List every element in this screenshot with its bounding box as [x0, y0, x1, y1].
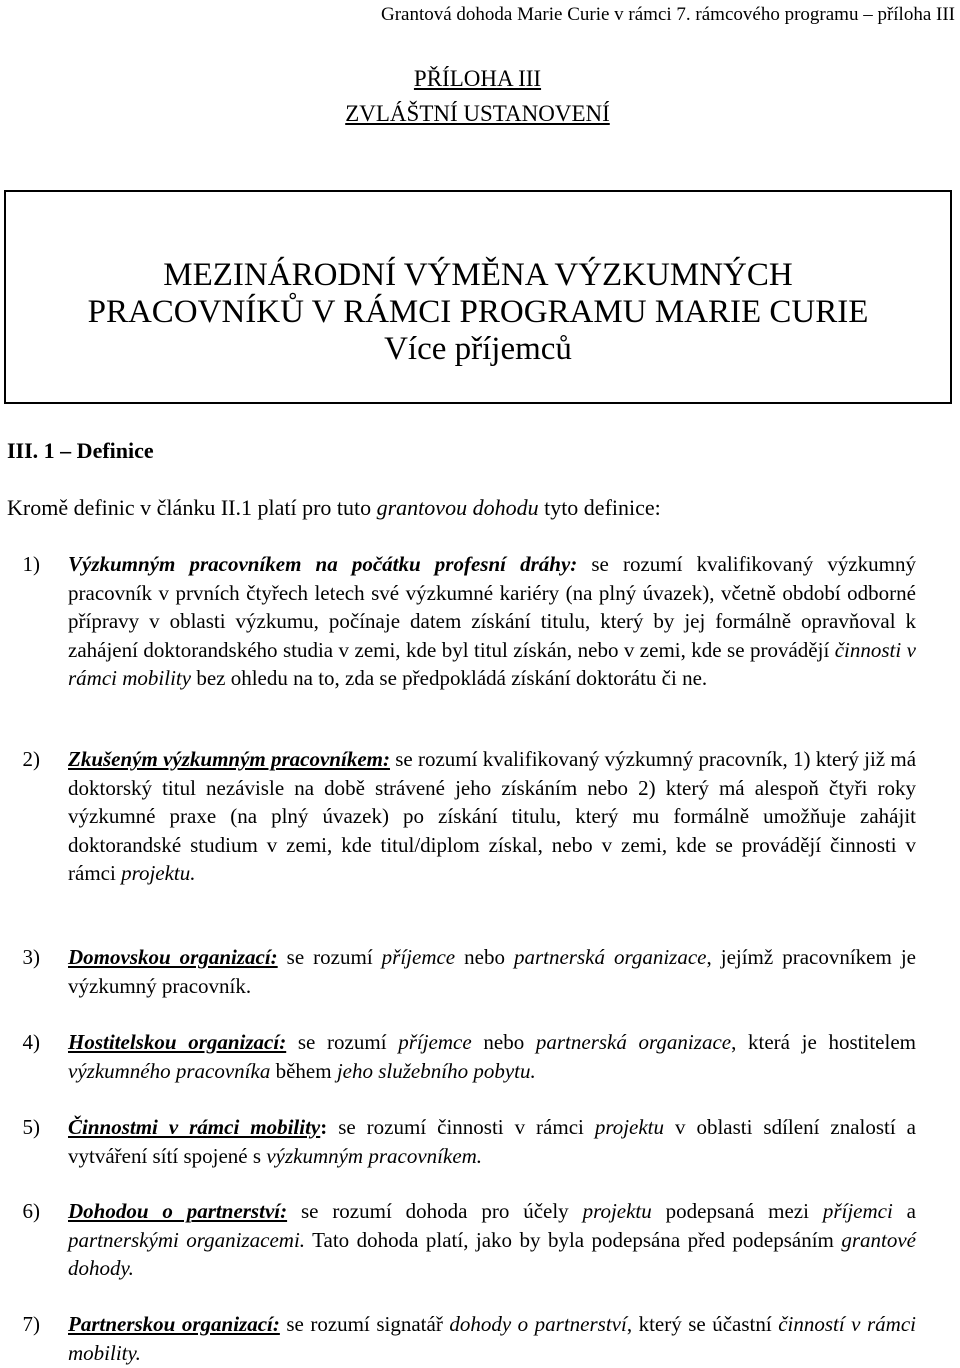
definition-emph: dohody o partnerství — [449, 1312, 627, 1336]
definition-item — [22, 745, 917, 888]
definition-item — [22, 1028, 916, 1085]
definition-item — [22, 943, 916, 1000]
definition-text: nebo — [471, 1030, 536, 1054]
intro-text-c: tyto definice: — [538, 495, 661, 520]
definition-emph: příjemce — [398, 1030, 472, 1054]
definition-text: se rozumí činnosti v rámci — [327, 1115, 595, 1139]
definition-text: se rozumí kvalifikovaný výzkumný pracovník, 1) který již má doktorský titul nezávisle na době strávené jeho získáním nebo 2) který má alespoň čtyři roky výzkumné praxe (na plný úvazek) po získání titulu, který mu formálně umožňuje zahájit doktorandské studium v zemi, kde titul/diplom získal, nebo v zemi, kde se provádějí činnosti v rámci — [68, 747, 917, 885]
definition-text: , která je hostitelem — [731, 1030, 916, 1054]
title-line-3: Více příjemců — [384, 331, 572, 367]
intro-text-a: Kromě definic v článku II.1 platí pro tuto — [7, 495, 377, 520]
intro-paragraph — [7, 495, 661, 521]
definition-text: v oblasti sdílení znalostí a vytváření sítí spojené s — [68, 1115, 916, 1168]
annex-subtitle: ZVLÁŠTNÍ USTANOVENÍ — [345, 101, 610, 126]
definition-term: Dohodou o partnerství: — [68, 1199, 288, 1223]
definition-text: , který se účastní — [626, 1312, 779, 1336]
definition-emph: projektu — [594, 1115, 665, 1139]
definition-text: se rozumí — [277, 945, 382, 969]
definition-emph: projektu. — [121, 861, 196, 885]
definition-number: 6) — [22, 1199, 40, 1223]
definition-term: Partnerskou organizací: — [68, 1312, 280, 1336]
definition-emph: projektu — [582, 1199, 652, 1223]
definition-number: 4) — [22, 1030, 40, 1054]
definition-text: se rozumí kvalifikovaný výzkumný pracovník v prvních čtyřech letech své výzkumné kariéry (na plný úvazek), včetně období odborné přípravy v oblasti výzkumu, počínaje datem získání titulu, který by jej formálně opravňoval k zahájení doktorandského studia v zemi, kde byl titul získán, nebo v zemi, kde se provádějí — [68, 552, 916, 662]
definition-emph: grantové dohody. — [68, 1227, 916, 1280]
definition-number: 7) — [22, 1312, 40, 1336]
definition-text: nebo — [455, 945, 514, 969]
definition-emph: výzkumného pracovníka — [68, 1058, 271, 1083]
title-box — [4, 190, 952, 404]
definition-term: Hostitelskou organizací: — [68, 1030, 287, 1054]
definition-text: Tato dohoda platí, jako by byla podepsána před podepsáním — [305, 1227, 842, 1252]
running-header: Grantová dohoda Marie Curie v rámci 7. rámcového programu – příloha III — [380, 4, 955, 25]
definition-text: během — [270, 1058, 337, 1083]
definition-item — [22, 1113, 916, 1170]
definition-text: podepsaná mezi — [651, 1199, 823, 1223]
section-heading: III. 1 – Definice — [7, 438, 154, 463]
definition-term: Výzkumným pracovníkem na počátku profesní dráhy: — [68, 552, 578, 576]
definition-emph: partnerskými organizacemi. — [68, 1227, 306, 1252]
definition-number: 1) — [22, 552, 40, 576]
definition-item — [22, 1310, 916, 1367]
definition-item — [22, 1197, 916, 1283]
definition-emph: činností v rámci mobility. — [68, 1312, 916, 1365]
title-line-2: PRACOVNÍKŮ V RÁMCI PROGRAMU MARIE CURIE — [87, 294, 869, 330]
title-line-1: MEZINÁRODNÍ VÝMĚNA VÝZKUMNÝCH — [163, 257, 793, 293]
definition-term: Domovskou organizací: — [68, 945, 278, 969]
definition-emph: jeho služebního pobytu. — [336, 1058, 536, 1083]
definition-emph: partnerská organizace — [513, 945, 707, 969]
annex-title: PŘÍLOHA III — [413, 66, 542, 91]
definition-text: se rozumí — [286, 1030, 399, 1054]
definition-text: bez ohledu na to, zda se předpokládá získání doktorátu či ne. — [191, 666, 708, 690]
definition-number: 3) — [22, 945, 40, 969]
definition-text: , jejímž pracovníkem je výzkumný pracovník. — [68, 945, 916, 998]
definition-item — [22, 550, 916, 693]
definition-term: Zkušeným výzkumným pracovníkem: — [68, 747, 390, 771]
definition-emph: příjemce — [381, 945, 456, 969]
definition-emph: činnosti v rámci mobility — [68, 637, 916, 690]
definition-text: se rozumí dohoda pro účely — [287, 1199, 583, 1223]
definition-text: a — [892, 1199, 916, 1223]
definition-text: se rozumí signatář — [279, 1312, 450, 1336]
definition-emph: partnerská organizace — [535, 1030, 732, 1054]
definition-emph: výzkumným pracovníkem. — [266, 1143, 483, 1168]
definition-number: 2) — [22, 747, 40, 771]
definition-emph: příjemci — [822, 1199, 893, 1223]
definition-number: 5) — [22, 1115, 40, 1139]
intro-term: grantovou dohodu — [376, 495, 539, 520]
definition-term-tail: : — [320, 1115, 328, 1139]
definition-term: Činnostmi v rámci mobility — [68, 1115, 321, 1139]
